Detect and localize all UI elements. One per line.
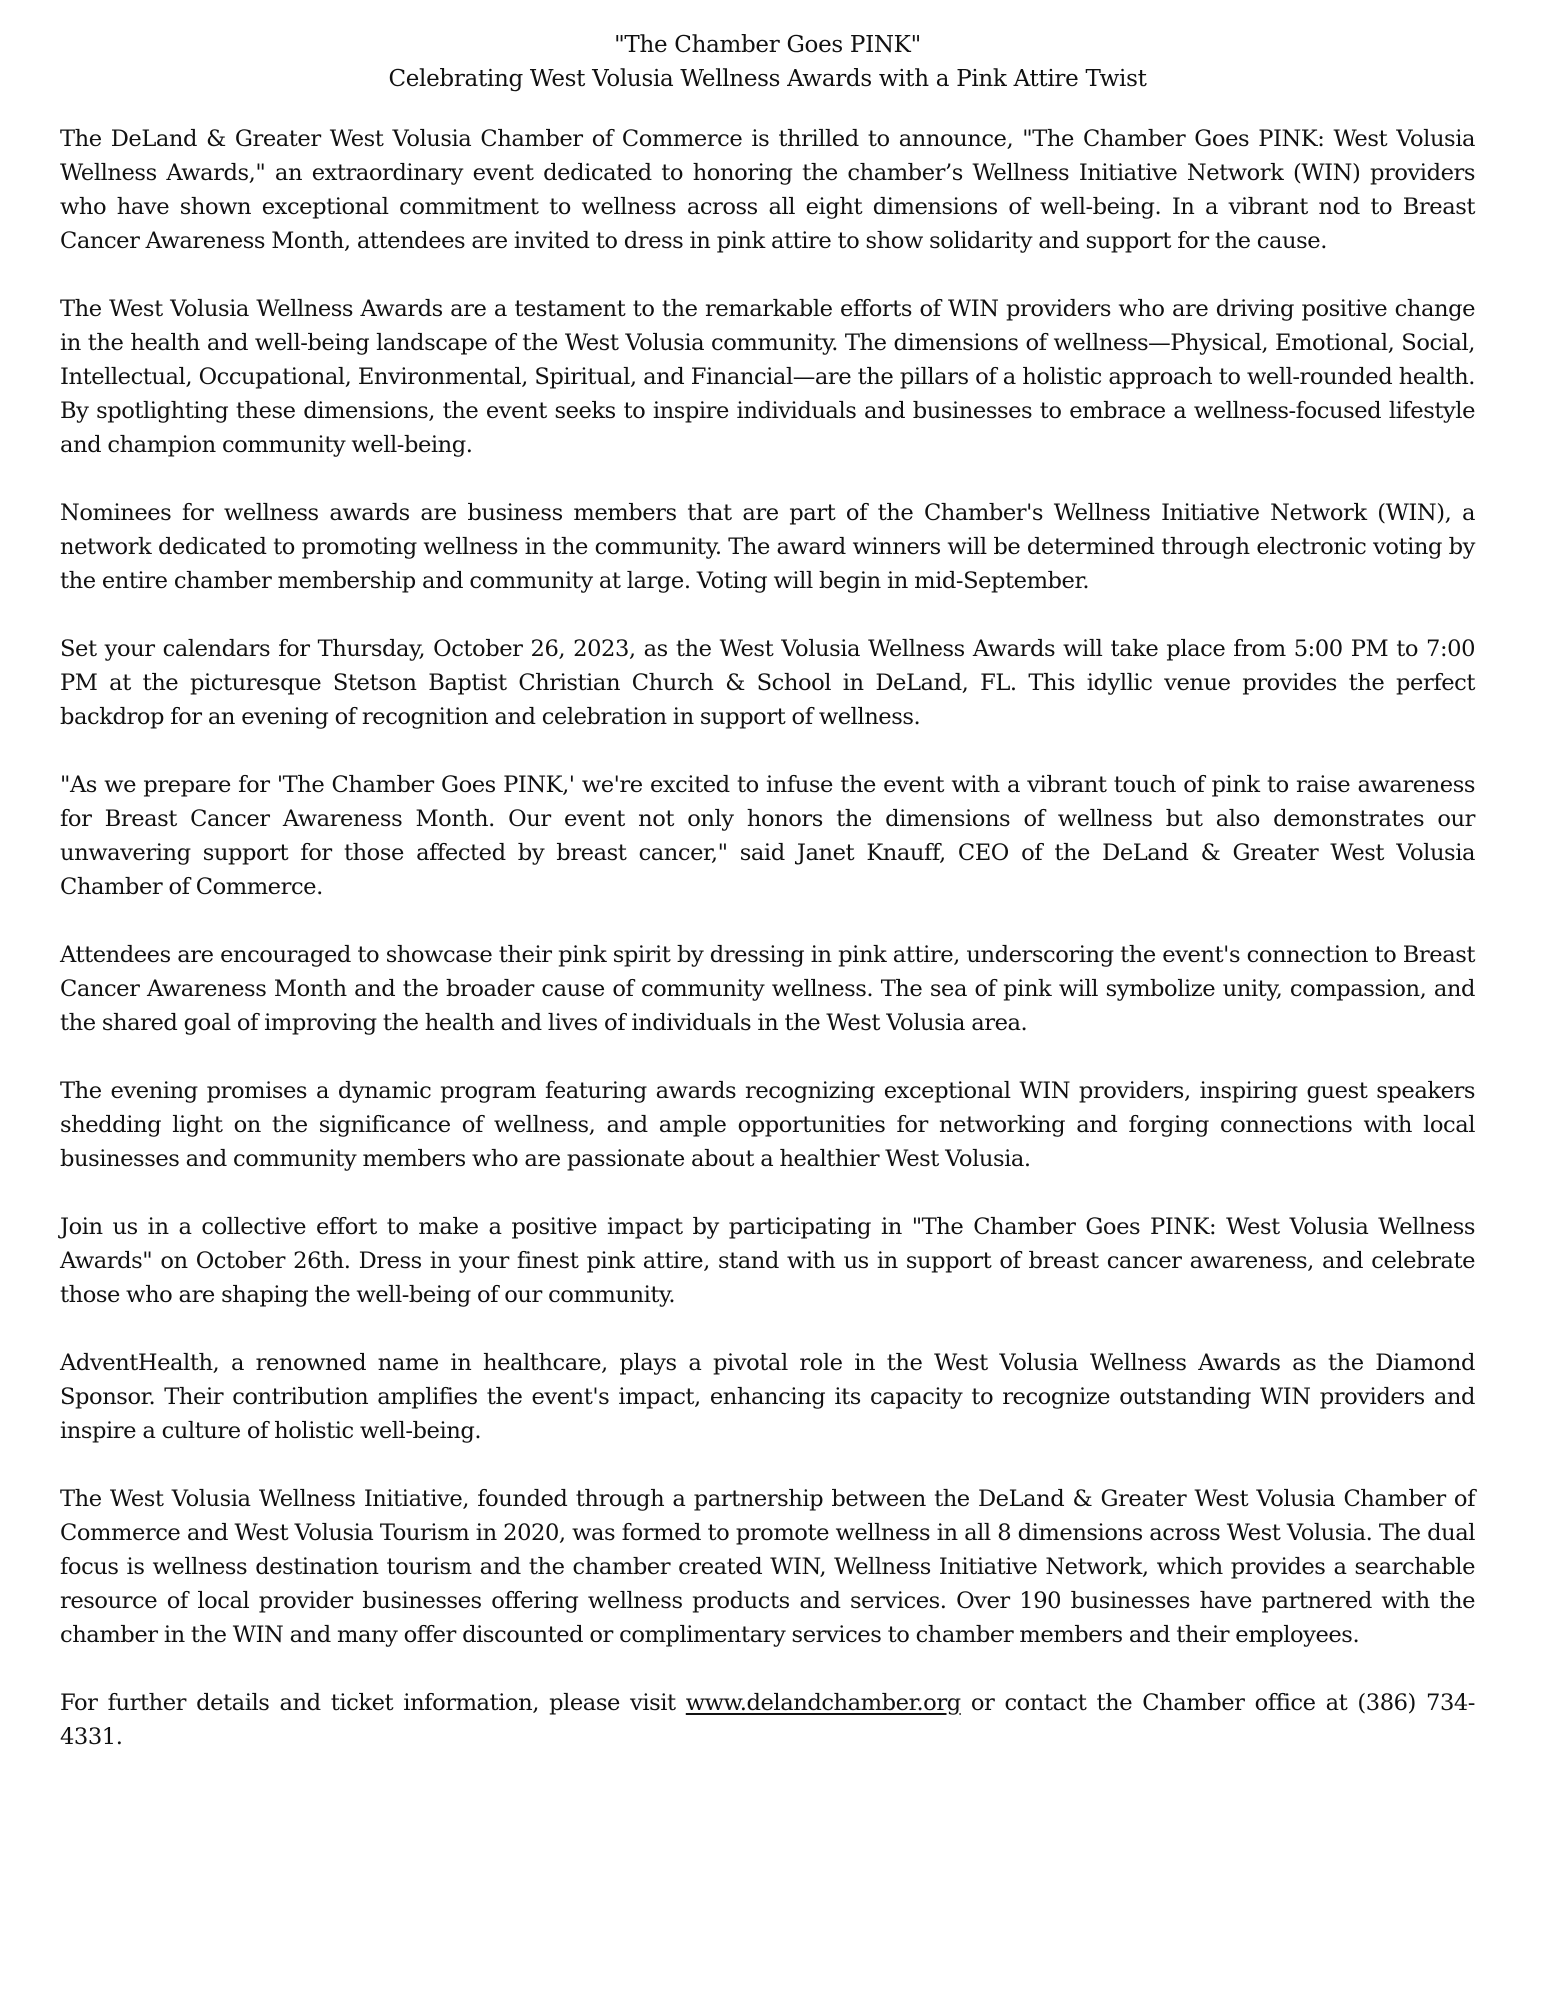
paragraph-contact bbox=[60, 1686, 1475, 1754]
paragraph-announcement: The DeLand & Greater West Volusia Chamber of Commerce is thrilled to announce, "The Chamber Goes PINK: West Volusia Wellness Awards," an extraordinary event dedicated to honoring the chamber’s Wellness Initiative Network (WIN) providers who have shown exceptional commitment to wellness across all eight dimensions of well-being. In a vibrant nod to Breast Cancer Awareness Month, attendees are invited to dress in pink attire to show solidarity and support for the cause. bbox=[60, 126, 1475, 254]
paragraph-event-date: Set your calendars for Thursday, October 26, 2023, as the West Volusia Wellness Awards will take place from 5:00 PM to 7:00 PM at the picturesque Stetson Baptist Christian Church & School in DeLand, FL. This idyllic venue provides the perfect backdrop for an evening of recognition and celebration in support of wellness. bbox=[60, 636, 1475, 730]
title-block bbox=[60, 28, 1475, 96]
paragraph-sponsor: AdventHealth, a renowned name in healthcare, plays a pivotal role in the West Volusia Wellness Awards as the Diamond Sponsor. Their contribution amplifies the event's impact, enhancing its capacity to recognize outstanding WIN providers and inspire a culture of holistic well-being. bbox=[60, 1350, 1475, 1444]
contact-text-before: For further details and ticket information, please visit bbox=[60, 1690, 686, 1716]
paragraph-initiative-background: The West Volusia Wellness Initiative, founded through a partnership between the DeLand & Greater West Volusia Chamber of Commerce and West Volusia Tourism in 2020, was formed to promote wellness in all 8 dimensions across West Volusia. The dual focus is wellness destination tourism and the chamber created WIN, Wellness Initiative Network, which provides a searchable resource of local provider businesses offering wellness products and services. Over 190 businesses have partnered with the chamber in the WIN and many offer discounted or complimentary services to chamber members and their employees. bbox=[60, 1486, 1475, 1648]
paragraph-awards-testament: The West Volusia Wellness Awards are a testament to the remarkable efforts of WIN providers who are driving positive change in the health and well-being landscape of the West Volusia community. The dimensions of wellness—Physical, Emotional, Social, Intellectual, Occupational, Environmental, Spiritual, and Financial—are the pillars of a holistic approach to well-rounded health. By spotlighting these dimensions, the event seeks to inspire individuals and businesses to embrace a wellness-focused lifestyle and champion community well-being. bbox=[60, 296, 1475, 458]
document-title: "The Chamber Goes PINK" bbox=[614, 32, 921, 58]
paragraph-nominees: Nominees for wellness awards are business members that are part of the Chamber's Wellness Initiative Network (WIN), a network dedicated to promoting wellness in the community. The award winners will be determined through electronic voting by the entire chamber membership and community at large. Voting will begin in mid-September. bbox=[60, 500, 1475, 594]
paragraph-pink-attire: Attendees are encouraged to showcase their pink spirit by dressing in pink attire, underscoring the event's connection to Breast Cancer Awareness Month and the broader cause of community wellness. The sea of pink will symbolize unity, compassion, and the shared goal of improving the health and lives of individuals in the West Volusia area. bbox=[60, 942, 1475, 1036]
document-subtitle: Celebrating West Volusia Wellness Awards with a Pink Attire Twist bbox=[388, 66, 1147, 92]
paragraph-program: The evening promises a dynamic program featuring awards recognizing exceptional WIN providers, inspiring guest speakers shedding light on the significance of wellness, and ample opportunities for networking and forging connections with local businesses and community members who are passionate about a healthier West Volusia. bbox=[60, 1078, 1475, 1172]
contact-text-after: or contact the Chamber office at (386) 734-4331. bbox=[60, 1690, 1475, 1750]
website-link[interactable]: www.delandchamber.org bbox=[685, 1690, 961, 1716]
paragraph-call-to-action: Join us in a collective effort to make a positive impact by participating in "The Chamber Goes PINK: West Volusia Wellness Awards" on October 26th. Dress in your finest pink attire, stand with us in support of breast cancer awareness, and celebrate those who are shaping the well-being of our community. bbox=[60, 1214, 1475, 1308]
paragraph-ceo-quote: "As we prepare for 'The Chamber Goes PINK,' we're excited to infuse the event with a vibrant touch of pink to raise awareness for Breast Cancer Awareness Month. Our event not only honors the dimensions of wellness but also demonstrates our unwavering support for those affected by breast cancer," said Janet Knauff, CEO of the DeLand & Greater West Volusia Chamber of Commerce. bbox=[60, 772, 1475, 900]
